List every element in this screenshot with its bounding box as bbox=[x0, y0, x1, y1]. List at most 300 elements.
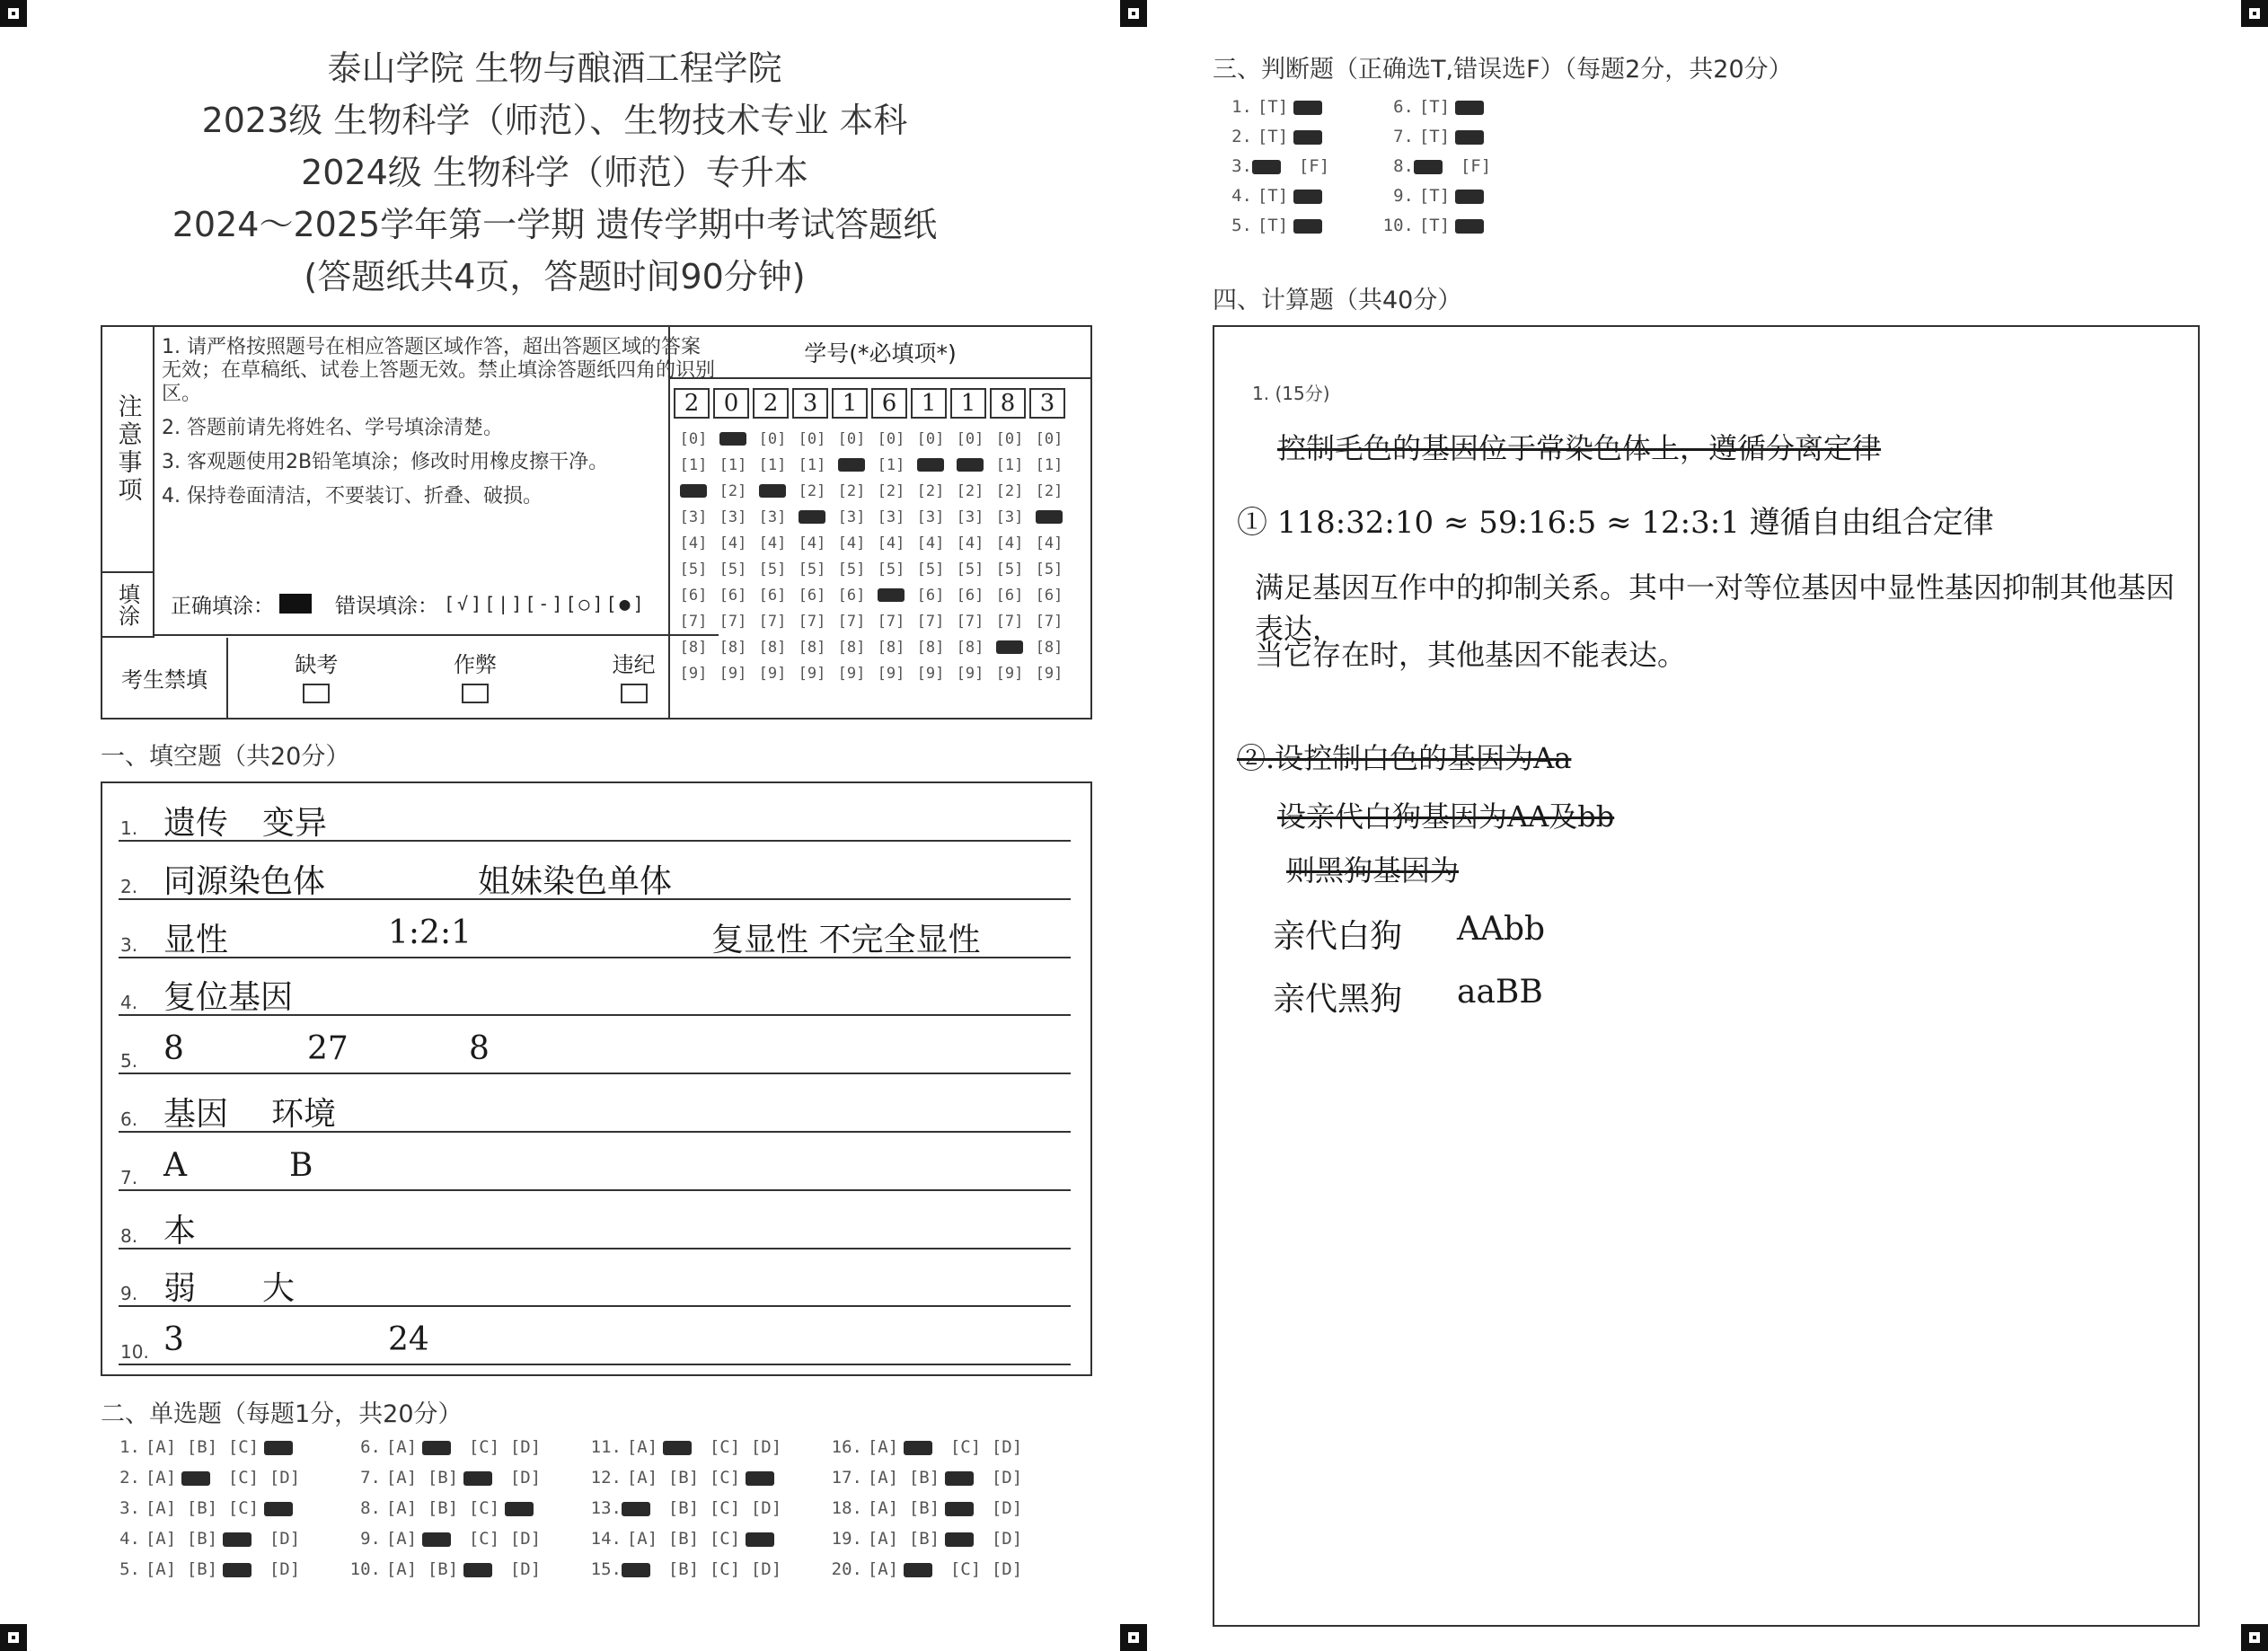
option-bubble[interactable]: [C] bbox=[709, 1529, 741, 1549]
option-bubble[interactable]: [A] bbox=[145, 1559, 177, 1579]
option-bubble[interactable]: [B] bbox=[667, 1468, 700, 1488]
option-bubble[interactable]: [T] bbox=[1257, 127, 1289, 146]
fill-blank-number: 3. bbox=[120, 933, 138, 956]
student-id-bubble[interactable]: [7] bbox=[916, 612, 945, 631]
student-id-bubble[interactable]: [5] bbox=[877, 560, 905, 578]
student-id-bubble[interactable]: [9] bbox=[1035, 664, 1063, 683]
student-id-bubble[interactable]: [2] bbox=[1035, 481, 1063, 500]
student-id-bubble[interactable]: [0] bbox=[916, 429, 945, 448]
option-bubble-filled[interactable] bbox=[463, 1559, 505, 1579]
student-id-bubble[interactable]: [1] bbox=[679, 455, 708, 474]
option-bubble[interactable]: [C] bbox=[949, 1559, 982, 1579]
student-id-bubble[interactable]: [2] bbox=[995, 481, 1024, 500]
option-bubble[interactable]: [T] bbox=[1257, 97, 1289, 117]
student-id-bubble[interactable]: [6] bbox=[956, 586, 984, 605]
option-bubble[interactable]: [D] bbox=[991, 1468, 1023, 1488]
student-id-bubble[interactable]: [6] bbox=[679, 586, 708, 605]
option-bubble[interactable]: [D] bbox=[269, 1468, 301, 1488]
option-bubble[interactable]: [A] bbox=[626, 1529, 658, 1549]
handwritten-answer[interactable]: 27 bbox=[307, 1030, 349, 1068]
notice-item-2: 2. 答题前请先将姓名、学号填涂清楚。 bbox=[162, 417, 503, 439]
option-bubble-filled[interactable] bbox=[622, 1559, 663, 1579]
fill-blank-row bbox=[102, 1140, 1090, 1197]
option-bubble-filled[interactable] bbox=[945, 1468, 986, 1488]
student-id-bubble[interactable]: [7] bbox=[758, 612, 787, 631]
student-id-bubble[interactable]: [1] bbox=[1035, 455, 1063, 474]
option-bubble-filled[interactable] bbox=[505, 1498, 546, 1518]
student-id-digit-box[interactable]: 2 bbox=[753, 388, 789, 419]
option-bubble[interactable]: [A] bbox=[385, 1498, 418, 1518]
option-bubble[interactable]: [T] bbox=[1418, 127, 1451, 146]
option-bubble-filled[interactable] bbox=[904, 1437, 945, 1457]
violation-option[interactable] bbox=[613, 647, 656, 703]
student-id-bubble[interactable]: [6] bbox=[837, 586, 866, 605]
option-bubble-filled[interactable] bbox=[1293, 97, 1335, 117]
student-id-bubble[interactable]: [5] bbox=[956, 560, 984, 578]
student-id-bubble-row bbox=[674, 556, 1090, 582]
option-bubble[interactable]: [B] bbox=[908, 1468, 940, 1488]
student-id-bubble[interactable]: [3] bbox=[758, 508, 787, 526]
correct-fill-label: 正确填涂： bbox=[171, 594, 274, 618]
handwritten-answer[interactable]: 变异 bbox=[262, 805, 328, 842]
option-bubble[interactable]: [A] bbox=[145, 1529, 177, 1549]
corner-marker-top-right bbox=[2241, 0, 2268, 27]
student-id-bubble[interactable]: [2] bbox=[956, 481, 984, 500]
handwritten-answer[interactable]: 8 bbox=[469, 1030, 490, 1068]
student-id-bubble-filled[interactable] bbox=[911, 456, 950, 474]
student-id-bubble[interactable]: [8] bbox=[679, 638, 708, 657]
option-bubble[interactable]: [A] bbox=[867, 1559, 899, 1579]
option-bubble[interactable]: [B] bbox=[427, 1468, 459, 1488]
handwritten-answer[interactable]: 1:2:1 bbox=[388, 914, 472, 951]
option-bubble[interactable]: [D] bbox=[509, 1437, 542, 1457]
option-bubble-filled[interactable] bbox=[223, 1559, 264, 1579]
student-id-bubble-filled[interactable] bbox=[674, 482, 713, 500]
option-bubble-filled[interactable] bbox=[1293, 127, 1335, 146]
option-bubble[interactable]: [B] bbox=[908, 1529, 940, 1549]
student-id-bubble[interactable]: [5] bbox=[995, 560, 1024, 578]
option-bubble-filled[interactable] bbox=[422, 1529, 463, 1549]
student-id-bubble[interactable]: [5] bbox=[758, 560, 787, 578]
option-bubble[interactable]: [B] bbox=[667, 1559, 700, 1579]
option-bubble[interactable]: [B] bbox=[427, 1498, 459, 1518]
option-bubble-filled[interactable] bbox=[904, 1559, 945, 1579]
student-id-bubble[interactable]: [0] bbox=[679, 429, 708, 448]
calc-line-4-genotype: AAbb bbox=[1457, 911, 1546, 948]
option-bubble[interactable]: [A] bbox=[867, 1468, 899, 1488]
student-id-bubble[interactable]: [4] bbox=[956, 534, 984, 552]
student-id-digit-box[interactable]: 1 bbox=[911, 388, 947, 419]
single-choice-question bbox=[101, 1529, 305, 1549]
student-id-bubble[interactable]: [4] bbox=[916, 534, 945, 552]
option-bubble[interactable]: [C] bbox=[227, 1437, 260, 1457]
single-choice-question bbox=[823, 1437, 1028, 1457]
option-bubble[interactable]: [A] bbox=[145, 1468, 177, 1488]
option-bubble[interactable]: [C] bbox=[709, 1468, 741, 1488]
question-number: 19. bbox=[831, 1529, 862, 1549]
question-number: 10. bbox=[349, 1559, 381, 1579]
handwritten-answer[interactable]: 显性 bbox=[163, 921, 229, 958]
option-bubble[interactable]: [T] bbox=[1257, 216, 1289, 235]
filled-mark bbox=[838, 458, 865, 472]
single-choice-question bbox=[341, 1559, 546, 1579]
student-id-bubble[interactable]: [7] bbox=[719, 612, 747, 631]
question-number: 20. bbox=[831, 1559, 862, 1579]
student-id-bubble[interactable]: [7] bbox=[1035, 612, 1063, 631]
calc-title: 四、计算题（共40分） bbox=[1213, 287, 1462, 314]
student-id-digit-box[interactable]: 2 bbox=[674, 388, 710, 419]
option-bubble[interactable]: [D] bbox=[509, 1529, 542, 1549]
student-id-bubble[interactable]: [8] bbox=[877, 638, 905, 657]
student-id-bubble[interactable]: [9] bbox=[719, 664, 747, 683]
student-id-digit-box[interactable]: 3 bbox=[792, 388, 828, 419]
handwritten-answer[interactable]: 环境 bbox=[271, 1096, 337, 1133]
option-bubble[interactable]: [D] bbox=[750, 1437, 782, 1457]
absent-option[interactable] bbox=[295, 647, 338, 703]
option-bubble[interactable]: [A] bbox=[145, 1498, 177, 1518]
handwritten-answer[interactable]: B bbox=[289, 1146, 313, 1184]
student-id-bubble[interactable]: [0] bbox=[956, 429, 984, 448]
option-bubble[interactable]: [A] bbox=[145, 1437, 177, 1457]
student-id-bubble[interactable]: [2] bbox=[916, 481, 945, 500]
question-number: 3. bbox=[1231, 156, 1252, 176]
student-id-bubble[interactable]: [7] bbox=[679, 612, 708, 631]
option-bubble[interactable]: [T] bbox=[1257, 186, 1289, 206]
option-bubble[interactable]: [C] bbox=[468, 1498, 500, 1518]
option-bubble[interactable]: [A] bbox=[626, 1437, 658, 1457]
single-choice-question bbox=[341, 1468, 546, 1488]
student-id-bubble[interactable]: [9] bbox=[798, 664, 826, 683]
option-bubble-filled[interactable] bbox=[422, 1437, 463, 1457]
student-id-bubble[interactable]: [2] bbox=[798, 481, 826, 500]
student-id-bubble[interactable]: [5] bbox=[798, 560, 826, 578]
student-id-bubble-filled[interactable] bbox=[792, 508, 832, 526]
option-bubble-filled[interactable] bbox=[746, 1468, 787, 1488]
student-id-digit-box[interactable]: 3 bbox=[1029, 388, 1065, 419]
student-id-bubble[interactable]: [3] bbox=[837, 508, 866, 526]
option-bubble[interactable]: [D] bbox=[991, 1437, 1023, 1457]
student-id-digit-box[interactable]: 1 bbox=[950, 388, 986, 419]
student-id-bubble[interactable]: [4] bbox=[719, 534, 747, 552]
student-id-bubble[interactable]: [6] bbox=[995, 586, 1024, 605]
student-id-bubble-filled[interactable] bbox=[871, 587, 911, 605]
option-bubble-filled[interactable] bbox=[181, 1468, 223, 1488]
student-id-bubble[interactable]: [8] bbox=[956, 638, 984, 657]
student-id-bubble[interactable]: [1] bbox=[877, 455, 905, 474]
option-bubble-filled[interactable] bbox=[1414, 156, 1455, 176]
option-bubble[interactable]: [C] bbox=[227, 1498, 260, 1518]
option-bubble[interactable]: [D] bbox=[269, 1529, 301, 1549]
option-bubble-filled[interactable] bbox=[1455, 127, 1496, 146]
option-bubble-filled[interactable] bbox=[746, 1529, 787, 1549]
student-id-bubble[interactable]: [2] bbox=[877, 481, 905, 500]
option-bubble[interactable]: [A] bbox=[385, 1559, 418, 1579]
student-id-bubble[interactable]: [0] bbox=[1035, 429, 1063, 448]
student-id-bubble[interactable]: [5] bbox=[679, 560, 708, 578]
student-id-bubble[interactable]: [0] bbox=[758, 429, 787, 448]
calc-line-3: 当它存在时，其他基因不能表达。 bbox=[1255, 638, 1687, 672]
option-bubble-filled[interactable] bbox=[223, 1529, 264, 1549]
handwritten-answer[interactable]: 弱 bbox=[163, 1270, 197, 1308]
student-id-bubble[interactable]: [2] bbox=[719, 481, 747, 500]
student-id-bubble[interactable]: [5] bbox=[837, 560, 866, 578]
student-id-bubble[interactable]: [4] bbox=[837, 534, 866, 552]
student-id-bubble-filled[interactable] bbox=[950, 456, 990, 474]
student-id-bubble[interactable]: [8] bbox=[719, 638, 747, 657]
true-false-question bbox=[1213, 216, 1335, 235]
calc-struck-line-2: ②.设控制白色的基因为Aa bbox=[1237, 741, 1572, 775]
student-id-digit-box[interactable]: 6 bbox=[871, 388, 907, 419]
handwritten-answer[interactable]: 复位基因 bbox=[163, 979, 294, 1017]
option-bubble[interactable]: [D] bbox=[509, 1559, 542, 1579]
true-false-question bbox=[1374, 216, 1496, 235]
option-bubble-filled[interactable] bbox=[264, 1437, 305, 1457]
student-id-bubble[interactable]: [0] bbox=[877, 429, 905, 448]
single-choice-question bbox=[823, 1559, 1028, 1579]
info-box bbox=[101, 325, 1092, 720]
option-bubble[interactable]: [B] bbox=[427, 1559, 459, 1579]
filled-mark bbox=[957, 458, 984, 472]
filled-mark bbox=[996, 640, 1023, 654]
single-choice-question bbox=[823, 1529, 1028, 1549]
option-bubble[interactable]: [C] bbox=[468, 1529, 500, 1549]
option-bubble-filled[interactable] bbox=[1252, 156, 1293, 176]
option-bubble[interactable]: [C] bbox=[709, 1559, 741, 1579]
student-id-bubble[interactable]: [3] bbox=[679, 508, 708, 526]
student-id-bubble[interactable]: [3] bbox=[956, 508, 984, 526]
student-id-bubble[interactable]: [4] bbox=[995, 534, 1024, 552]
student-id-bubble[interactable]: [9] bbox=[758, 664, 787, 683]
student-id-bubble[interactable]: [1] bbox=[758, 455, 787, 474]
student-id-bubble-filled[interactable] bbox=[832, 456, 871, 474]
student-id-bubble-filled[interactable] bbox=[753, 482, 792, 500]
student-id-bubble[interactable]: [1] bbox=[798, 455, 826, 474]
option-bubble-filled[interactable] bbox=[622, 1498, 663, 1518]
handwritten-answer[interactable]: 基因 bbox=[163, 1096, 229, 1133]
handwritten-answer[interactable]: 姐妹染色单体 bbox=[478, 862, 673, 900]
option-bubble[interactable]: [A] bbox=[385, 1437, 418, 1457]
option-bubble-filled[interactable] bbox=[1455, 97, 1496, 117]
student-id-bubble[interactable]: [7] bbox=[877, 612, 905, 631]
question-number: 17. bbox=[831, 1468, 862, 1488]
notice-item-4: 4. 保持卷面清洁，不要装订、折叠、破损。 bbox=[162, 485, 543, 508]
student-id-bubble[interactable]: [8] bbox=[916, 638, 945, 657]
student-id-bubble-row bbox=[674, 478, 1090, 504]
handwritten-answer[interactable]: 大 bbox=[262, 1270, 296, 1308]
single-choice-question bbox=[582, 1468, 787, 1488]
fill-blank-row bbox=[102, 1314, 1090, 1372]
handwritten-answer[interactable]: 复显性 不完全显性 bbox=[711, 921, 981, 958]
question-number: 12. bbox=[590, 1468, 622, 1488]
option-bubble-filled[interactable] bbox=[945, 1529, 986, 1549]
cheat-checkbox[interactable] bbox=[462, 684, 489, 703]
option-bubble[interactable]: [A] bbox=[626, 1468, 658, 1488]
answer-line bbox=[119, 1189, 1071, 1191]
true-false-question bbox=[1374, 97, 1496, 117]
fill-blank-number: 4. bbox=[120, 992, 138, 1014]
option-bubble[interactable]: [B] bbox=[667, 1529, 700, 1549]
option-bubble-filled[interactable] bbox=[945, 1498, 986, 1518]
question-number: 14. bbox=[590, 1529, 622, 1549]
option-bubble[interactable]: [B] bbox=[667, 1498, 700, 1518]
handwritten-answer[interactable]: 同源染色体 bbox=[163, 862, 326, 900]
option-bubble[interactable]: [B] bbox=[186, 1559, 218, 1579]
handwritten-answer[interactable]: 遗传 bbox=[163, 805, 229, 842]
single-choice-question bbox=[341, 1529, 546, 1549]
student-id-bubble[interactable]: [9] bbox=[877, 664, 905, 683]
student-id-bubble[interactable]: [3] bbox=[995, 508, 1024, 526]
student-id-bubble[interactable]: [6] bbox=[719, 586, 747, 605]
option-bubble[interactable]: [A] bbox=[385, 1529, 418, 1549]
student-id-bubble[interactable]: [7] bbox=[798, 612, 826, 631]
student-id-bubble[interactable]: [6] bbox=[916, 586, 945, 605]
student-id-bubble[interactable]: [4] bbox=[679, 534, 708, 552]
single-choice-title: 二、单选题（每题1分，共20分） bbox=[101, 1400, 463, 1428]
student-id-bubble[interactable]: [1] bbox=[719, 455, 747, 474]
student-id-bubble[interactable]: [8] bbox=[1035, 638, 1063, 657]
student-id-bubble-filled[interactable] bbox=[990, 639, 1029, 657]
option-bubble[interactable]: [A] bbox=[385, 1468, 418, 1488]
option-bubble[interactable]: [D] bbox=[269, 1559, 301, 1579]
student-id-bubble[interactable]: [6] bbox=[798, 586, 826, 605]
cheat-label: 作弊 bbox=[453, 652, 497, 677]
student-id-bubble[interactable]: [6] bbox=[1035, 586, 1063, 605]
option-bubble[interactable]: [B] bbox=[186, 1498, 218, 1518]
handwritten-answer[interactable]: 本 bbox=[163, 1212, 197, 1249]
option-bubble-filled[interactable] bbox=[1455, 186, 1496, 206]
option-bubble[interactable]: [D] bbox=[991, 1559, 1023, 1579]
option-bubble[interactable]: [A] bbox=[867, 1437, 899, 1457]
student-id-bubble[interactable]: [7] bbox=[956, 612, 984, 631]
question-number: 1. bbox=[119, 1437, 140, 1457]
fill-example-row bbox=[153, 573, 719, 636]
student-id-bubble[interactable]: [9] bbox=[837, 664, 866, 683]
option-bubble[interactable]: [C] bbox=[468, 1437, 500, 1457]
violation-checkbox[interactable] bbox=[621, 684, 648, 703]
fill-blank-number: 2. bbox=[120, 875, 138, 897]
question-number: 7. bbox=[360, 1468, 381, 1488]
student-id-bubble[interactable]: [3] bbox=[877, 508, 905, 526]
student-id-digit-box[interactable]: 8 bbox=[990, 388, 1026, 419]
student-id-bubble[interactable]: [9] bbox=[956, 664, 984, 683]
option-bubble[interactable]: [D] bbox=[991, 1529, 1023, 1549]
option-bubble[interactable]: [B] bbox=[908, 1498, 940, 1518]
handwritten-answer[interactable]: 24 bbox=[388, 1321, 429, 1359]
option-bubble[interactable]: [C] bbox=[709, 1437, 741, 1457]
option-bubble[interactable]: [D] bbox=[750, 1498, 782, 1518]
corner-marker-bottom-center bbox=[1120, 1624, 1147, 1651]
calc-line-2: 满足基因互作中的抑制关系。其中一对等位基因中显性基因抑制其他基因表达， bbox=[1255, 570, 2175, 646]
student-id-bubble[interactable]: [8] bbox=[758, 638, 787, 657]
option-bubble[interactable]: [A] bbox=[867, 1529, 899, 1549]
option-bubble-filled[interactable] bbox=[264, 1498, 305, 1518]
answer-line bbox=[119, 1364, 1071, 1365]
correct-fill-sample bbox=[279, 594, 312, 614]
student-id-bubble[interactable]: [5] bbox=[1035, 560, 1063, 578]
student-id-bubble[interactable]: [0] bbox=[995, 429, 1024, 448]
student-id-bubble-row bbox=[674, 452, 1090, 478]
student-id-bubble[interactable]: [8] bbox=[837, 638, 866, 657]
student-id-bubble[interactable]: [5] bbox=[916, 560, 945, 578]
calc-line-4-label: 亲代白狗 bbox=[1273, 918, 1403, 955]
option-bubble[interactable]: [T] bbox=[1418, 216, 1451, 235]
student-id-bubble[interactable]: [0] bbox=[798, 429, 826, 448]
handwritten-answer[interactable]: 8 bbox=[163, 1030, 184, 1068]
option-bubble[interactable]: [C] bbox=[227, 1468, 260, 1488]
fill-label: 填涂 bbox=[102, 573, 154, 638]
option-bubble[interactable]: [D] bbox=[991, 1498, 1023, 1518]
student-id-digit-box[interactable]: 1 bbox=[832, 388, 868, 419]
student-id-bubble-filled[interactable] bbox=[713, 430, 753, 448]
single-choice-question bbox=[823, 1498, 1028, 1518]
student-id-bubble[interactable]: [4] bbox=[798, 534, 826, 552]
option-bubble[interactable]: [B] bbox=[186, 1437, 218, 1457]
handwritten-answer[interactable]: A bbox=[163, 1146, 187, 1184]
handwritten-answer[interactable]: 3 bbox=[163, 1321, 184, 1359]
header-note: (答题纸共4页，答题时间90分钟) bbox=[304, 257, 806, 296]
student-id-bubble[interactable]: [5] bbox=[719, 560, 747, 578]
option-bubble-filled[interactable] bbox=[1455, 216, 1496, 235]
option-bubble-filled[interactable] bbox=[463, 1468, 505, 1488]
option-bubble[interactable]: [A] bbox=[867, 1498, 899, 1518]
student-id-bubble[interactable]: [1] bbox=[995, 455, 1024, 474]
option-bubble-filled[interactable] bbox=[1293, 216, 1335, 235]
header-exam-title: 2024～2025学年第一学期 遗传学期中考试答题纸 bbox=[172, 205, 938, 244]
option-bubble[interactable]: [F] bbox=[1298, 156, 1330, 176]
absent-checkbox[interactable] bbox=[303, 684, 330, 703]
option-bubble[interactable]: [T] bbox=[1418, 186, 1451, 206]
student-id-bubble[interactable]: [4] bbox=[758, 534, 787, 552]
option-bubble[interactable]: [T] bbox=[1418, 97, 1451, 117]
student-id-bubble-row bbox=[674, 530, 1090, 556]
student-id-bubble[interactable]: [2] bbox=[837, 481, 866, 500]
cheat-option[interactable] bbox=[454, 647, 497, 703]
option-bubble[interactable]: [C] bbox=[949, 1437, 982, 1457]
option-bubble[interactable]: [D] bbox=[509, 1468, 542, 1488]
student-id-bubble-filled[interactable] bbox=[1029, 508, 1069, 526]
student-id-bubble[interactable]: [7] bbox=[837, 612, 866, 631]
student-id-digit-box[interactable]: 0 bbox=[713, 388, 749, 419]
question-number: 2. bbox=[1231, 127, 1252, 146]
student-id-bubble-row bbox=[674, 426, 1090, 452]
student-id-bubble[interactable]: [8] bbox=[798, 638, 826, 657]
student-id-bubble[interactable]: [9] bbox=[995, 664, 1024, 683]
single-choice-question bbox=[341, 1437, 546, 1457]
question-number: 4. bbox=[119, 1529, 140, 1549]
option-bubble[interactable]: [C] bbox=[709, 1498, 741, 1518]
student-id-bubble[interactable]: [9] bbox=[679, 664, 708, 683]
option-bubble-filled[interactable] bbox=[1293, 186, 1335, 206]
fill-blank-row bbox=[102, 907, 1090, 965]
student-id-bubble[interactable]: [3] bbox=[916, 508, 945, 526]
option-bubble-filled[interactable] bbox=[663, 1437, 704, 1457]
student-id-bubble-grid[interactable] bbox=[674, 426, 1090, 686]
true-false-question bbox=[1374, 186, 1496, 206]
student-id-bubble[interactable]: [9] bbox=[916, 664, 945, 683]
option-bubble[interactable]: [B] bbox=[186, 1529, 218, 1549]
filled-mark bbox=[1036, 510, 1063, 524]
student-id-bubble-row bbox=[674, 608, 1090, 634]
student-id-bubble[interactable]: [4] bbox=[1035, 534, 1063, 552]
student-id-bubble[interactable]: [7] bbox=[995, 612, 1024, 631]
true-false-question bbox=[1374, 156, 1496, 176]
student-id-bubble[interactable]: [6] bbox=[758, 586, 787, 605]
option-bubble[interactable]: [D] bbox=[750, 1559, 782, 1579]
student-id-bubble[interactable]: [4] bbox=[877, 534, 905, 552]
student-id-bubble[interactable]: [3] bbox=[719, 508, 747, 526]
option-bubble[interactable]: [F] bbox=[1460, 156, 1492, 176]
student-id-bubble[interactable]: [0] bbox=[837, 429, 866, 448]
